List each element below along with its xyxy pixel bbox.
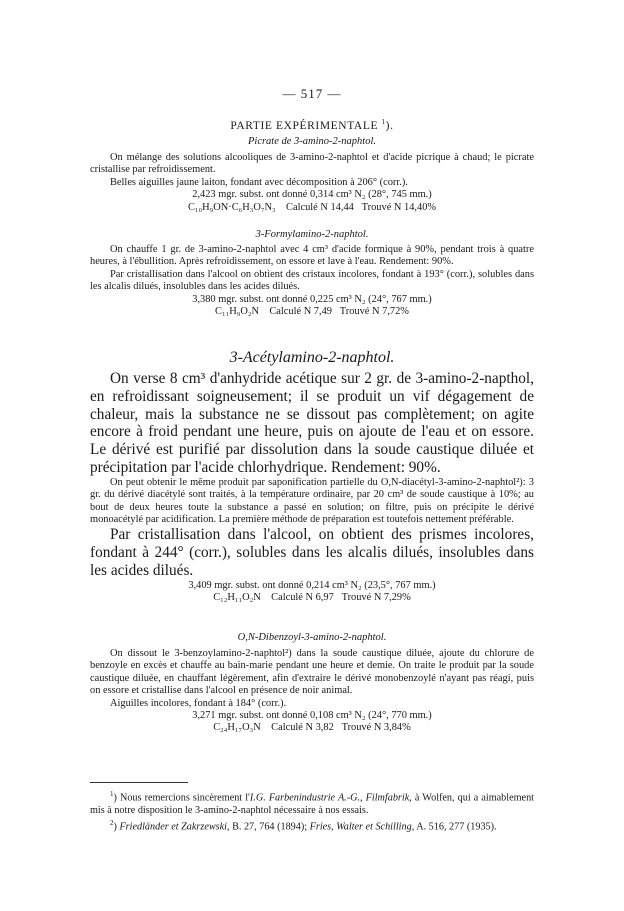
section-title: PARTIE EXPÉRIMENTALE $^1$). — [230, 118, 394, 132]
acetyl-found: Trouvé N 7,29% — [341, 592, 411, 604]
formyl-paragraph-1: On chauffe 1 gr. de 3-amino-2-naphtol avec 4 cm³ d'acide formique à 90%, pendant trois à quatre heures, à l'ébullition. Après refroidissement, on essore et lave à l'eau. Rendement: 90%. — [90, 244, 534, 268]
dibenzoyl-paragraph-2: Aiguilles incolores, fondant à 184° (corr.). — [110, 697, 287, 709]
footnote-2-ref-1: , B. 27, 764 (1894); — [226, 821, 310, 833]
section-note-mark: 1 — [381, 118, 386, 126]
acetyl-section — [90, 370, 534, 605]
picrate-paragraph-1: On mélange des solutions alcooliques de 3-amino-2-naphtol et d'acide picrique à chaud; le picrate cristallise par refroidissement. — [90, 152, 534, 176]
picrate-paragraph-2: Belles aiguilles jaune laiton, fondant avec décomposition à 206° (corr.). — [110, 176, 408, 188]
footnote-divider — [90, 782, 188, 783]
acetyl-paragraph-2: On peut obtenir le même produit par saponification partielle du O,N-diacétyl-3-amino-2-naphtol²): 3 gr. du dérivé diacétylé sont traités, à la température ordinaire, par 20 cm³ de soude caustique à 10%; au bout de deux heures toute la substance a passé en solution; on filtre, puis on précipite le dérivé monoacétylé par acidification. La première méthode de préparation est toutefois nettement préférable. — [90, 476, 534, 525]
acetyl-heading: 3-Acétylamino-2-naphtol. — [229, 349, 395, 366]
acetyl-formula-line — [90, 592, 534, 604]
picrate-formula: C₁₀H₉ON·C₆H₃O₇N₃ — [187, 201, 276, 213]
footnote-2-authors-1: Friedländer et Zakrzewski — [119, 821, 227, 833]
formyl-calc: Calculé N 7,49 — [269, 306, 332, 318]
acetyl-formula: C₁₂H₁₁O₂N — [213, 592, 261, 604]
dibenzoyl-formula: C₂₄H₁₇O₃N — [213, 722, 261, 734]
footnote-1-mark: 1 — [110, 790, 114, 798]
formyl-heading: 3-Formylamino-2-naphtol. — [255, 229, 369, 240]
picrate-found: Trouvé N 14,40% — [361, 201, 437, 213]
formyl-found: Trouvé N 7,72% — [339, 306, 409, 318]
footnote-2-authors-2: Fries, Walter et Schilling — [309, 821, 412, 833]
formyl-paragraph-2: Par cristallisation dans l'alcool on obtient des cristaux incolores, fondant à 193° (corr.), solubles dans les alcalis dilués, insolubles dans les acides dilués. — [90, 268, 534, 293]
dibenzoyl-paragraph-1: On dissout le 3-benzoylamino-2-naphtol²) dans la soude caustique diluée, ajoute du chlorure de benzoyle en excès et chauffe au bain-marie pendant une heure et demie. On traite le produit par la soude caustique diluée, en chauffant légèrement, afin d'extraire le dérivé monobenzoylé n'ayant pas réagi, puis on essore et cristallise dans l'alcool en présence de noir animal. — [90, 648, 534, 697]
formyl-section — [90, 244, 534, 318]
picrate-heading: Picrate de 3-amino-2-naphtol. — [247, 136, 376, 147]
formyl-formula-line — [90, 306, 534, 318]
formyl-analysis: 3,380 mgr. subst. ont donné 0,225 cm³ N₂ (24°, 767 mm.) — [192, 293, 432, 305]
section-title-text: PARTIE EXPÉRIMENTALE — [230, 119, 379, 132]
footnote-1 — [90, 788, 534, 817]
footnotes — [90, 788, 534, 833]
acetyl-paragraph-1: On verse 8 cm³ d'anhydride acétique sur 2 gr. de 3-amino-2-napthol, en refroidissant soigneusement; il se produit un vif dégagement de chaleur, mais la substance ne se dissout pas complètement; on agite encore à froid pendant une heure, puis on ajoute de l'eau et on essore. Le dérivé est purifié par dissolution dans la soude caustique diluée et précipitation par l'acide chlorhydrique. Rendement: 90%. — [90, 370, 534, 476]
dibenzoyl-analysis: 3,271 mgr. subst. ont donné 0,108 cm³ N₂ (24°, 770 mm.) — [192, 710, 432, 722]
footnote-1-company: I.G. Farbenindustrie A.-G., Filmfabrik — [249, 792, 410, 804]
acetyl-calc: Calculé N 6,97 — [271, 592, 334, 604]
picrate-calc: Calculé N 14,44 — [286, 201, 354, 213]
page-number: — 517 — — [282, 86, 342, 101]
dibenzoyl-section — [90, 648, 534, 735]
footnote-1-text-b: , à Wolfen, qui a aimablement mis à notre disposition le 3-amino-2-naphtol nécessaire à nos essais. — [90, 792, 534, 816]
acetyl-paragraph-3: Par cristallisation dans l'alcool, on obtient des prismes incolores, fondant à 244° (corr.), solubles dans les alcalis dilués, insolubles dans les acides dilués. — [90, 526, 534, 579]
picrate-section — [90, 152, 534, 214]
formyl-formula: C₁₁H₉O₂N — [215, 306, 259, 318]
picrate-formula-line — [90, 202, 534, 214]
footnote-1-text-a: ) Nous remercions sincèrement l' — [113, 792, 250, 804]
dibenzoyl-heading: O,N-Dibenzoyl-3-amino-2-naphtol. — [237, 632, 387, 643]
acetyl-analysis: 3,409 mgr. subst. ont donné 0,214 cm³ N₂ (23,5°, 767 mm.) — [188, 579, 436, 591]
dibenzoyl-calc: Calculé N 3,82 — [271, 722, 334, 734]
footnote-2: $^2$) Friedländer et Zakrzewski, B. 27, 764 (1894); Fries, Walter et Schilling, A. 516, 277 (1935). — [110, 818, 497, 833]
dibenzoyl-formula-line — [90, 722, 534, 734]
picrate-analysis: 2,423 mgr. subst. ont donné 0,314 cm³ N₂ (28°, 745 mm.) — [192, 189, 432, 201]
footnote-2-mark: 2 — [110, 818, 114, 827]
footnote-2-ref-2: , A. 516, 277 (1935). — [411, 821, 497, 833]
dibenzoyl-found: Trouvé N 3,84% — [341, 722, 411, 734]
